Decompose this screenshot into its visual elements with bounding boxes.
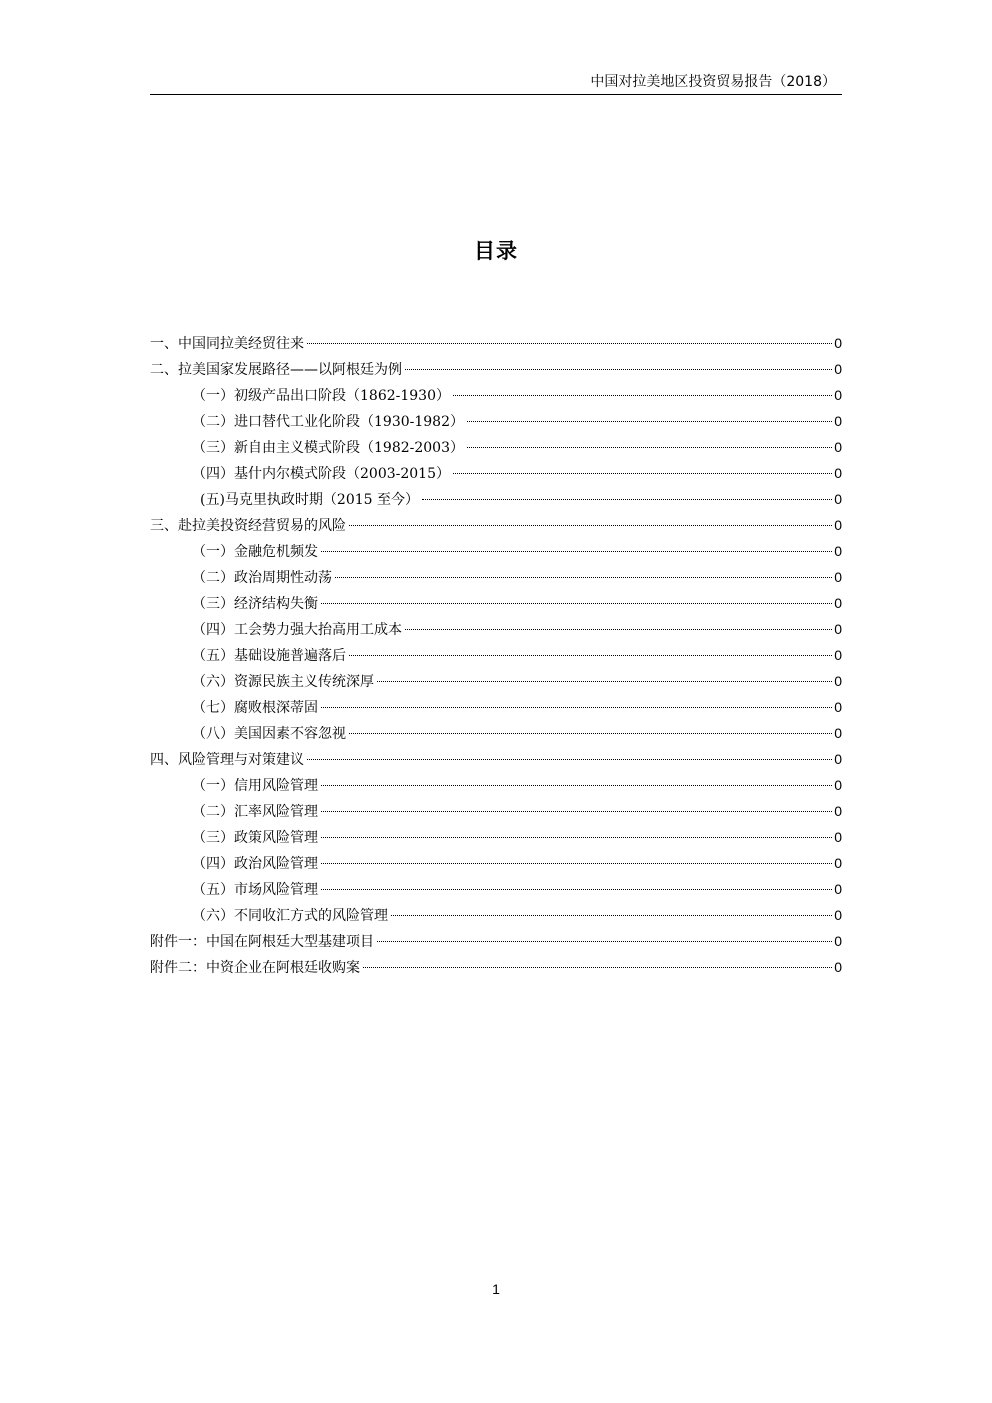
toc-entry-label[interactable]: 附件二：中资企业在阿根廷收购案 xyxy=(150,960,360,976)
toc-entry-page[interactable]: 0 xyxy=(834,751,842,767)
dot-leader xyxy=(377,941,832,942)
toc-entry[interactable] xyxy=(150,850,842,876)
toc-entry-label[interactable]: （一）金融危机频发 xyxy=(192,544,318,560)
toc-entry-label[interactable]: （二）政治周期性动荡 xyxy=(192,570,332,586)
toc-entry-label[interactable]: （六）不同收汇方式的风险管理 xyxy=(192,908,388,924)
toc-entry-page[interactable]: 0 xyxy=(834,517,842,533)
toc-entry[interactable] xyxy=(150,824,842,850)
dot-leader xyxy=(422,499,832,500)
dot-leader xyxy=(307,343,832,344)
toc-entry-page[interactable]: 0 xyxy=(834,699,842,715)
dot-leader xyxy=(321,551,832,552)
toc-entry[interactable] xyxy=(150,668,842,694)
toc-entry-page[interactable]: 0 xyxy=(834,387,842,403)
toc-entry-page[interactable]: 0 xyxy=(834,829,842,845)
toc-entry-page[interactable]: 0 xyxy=(834,855,842,871)
toc-entry-label[interactable]: （三）政策风险管理 xyxy=(192,830,318,846)
toc-entry-label[interactable]: （八）美国因素不容忽视 xyxy=(192,726,346,742)
toc-entry-page[interactable]: 0 xyxy=(834,621,842,637)
toc-entry[interactable] xyxy=(150,642,842,668)
toc-entry-page[interactable]: 0 xyxy=(834,959,842,975)
dot-leader xyxy=(453,395,832,396)
toc-entry-label[interactable]: （四）工会势力强大抬高用工成本 xyxy=(192,622,402,638)
toc-entry-page[interactable]: 0 xyxy=(834,907,842,923)
toc-list xyxy=(150,330,842,980)
toc-entry-page[interactable]: 0 xyxy=(834,803,842,819)
dot-leader xyxy=(467,421,832,422)
toc-entry-label[interactable]: （三）经济结构失衡 xyxy=(192,596,318,612)
toc-entry-page[interactable]: 0 xyxy=(834,673,842,689)
toc-entry-label[interactable]: 二、拉美国家发展路径——以阿根廷为例 xyxy=(150,362,402,378)
toc-entry-page[interactable]: 0 xyxy=(834,491,842,507)
toc-entry[interactable] xyxy=(150,408,842,434)
toc-entry[interactable] xyxy=(150,434,842,460)
toc-entry-page[interactable]: 0 xyxy=(834,595,842,611)
dot-leader xyxy=(335,577,832,578)
toc-entry-page[interactable]: 0 xyxy=(834,725,842,741)
header-title: 中国对拉美地区投资贸易报告（2018） xyxy=(590,74,836,90)
toc-entry-label[interactable]: （一）信用风险管理 xyxy=(192,778,318,794)
toc-entry-label[interactable]: （二）进口替代工业化阶段（1930-1982） xyxy=(192,414,464,430)
toc-entry-label[interactable]: （四）基什内尔模式阶段（2003-2015） xyxy=(192,466,450,482)
toc-entry-page[interactable]: 0 xyxy=(834,647,842,663)
toc-entry-label[interactable]: （一）初级产品出口阶段（1862-1930） xyxy=(192,388,450,404)
page-number: 1 xyxy=(492,1281,500,1297)
toc-entry[interactable] xyxy=(150,590,842,616)
toc-entry[interactable] xyxy=(150,928,842,954)
toc-entry-page[interactable]: 0 xyxy=(834,933,842,949)
dot-leader xyxy=(377,681,832,682)
dot-leader xyxy=(321,863,832,864)
toc-entry[interactable] xyxy=(150,330,842,356)
toc-entry-label[interactable]: （五）市场风险管理 xyxy=(192,882,318,898)
running-header xyxy=(150,66,842,95)
toc-entry-label[interactable]: 一、中国同拉美经贸往来 xyxy=(150,336,304,352)
toc-entry-page[interactable]: 0 xyxy=(834,335,842,351)
toc-entry-page[interactable]: 0 xyxy=(834,413,842,429)
toc-entry-page[interactable]: 0 xyxy=(834,465,842,481)
toc-title: 目录 xyxy=(474,239,518,263)
toc-entry-label[interactable]: （二）汇率风险管理 xyxy=(192,804,318,820)
toc-entry[interactable] xyxy=(150,460,842,486)
dot-leader xyxy=(453,473,832,474)
dot-leader xyxy=(321,811,832,812)
toc-entry[interactable] xyxy=(150,538,842,564)
toc-entry[interactable] xyxy=(150,954,842,980)
toc-entry-page[interactable]: 0 xyxy=(834,543,842,559)
toc-entry[interactable] xyxy=(150,746,842,772)
dot-leader xyxy=(321,785,832,786)
toc-entry-label[interactable]: （七）腐败根深蒂固 xyxy=(192,700,318,716)
dot-leader xyxy=(363,967,832,968)
dot-leader xyxy=(391,915,832,916)
dot-leader xyxy=(321,837,832,838)
dot-leader xyxy=(307,759,832,760)
dot-leader xyxy=(405,629,832,630)
toc-entry-label[interactable]: （四）政治风险管理 xyxy=(192,856,318,872)
toc-entry-label[interactable]: （六）资源民族主义传统深厚 xyxy=(192,674,374,690)
dot-leader xyxy=(349,525,832,526)
dot-leader xyxy=(321,889,832,890)
toc-entry[interactable] xyxy=(150,382,842,408)
toc-entry[interactable] xyxy=(150,720,842,746)
toc-entry[interactable] xyxy=(150,512,842,538)
toc-entry-label[interactable]: （五）基础设施普遍落后 xyxy=(192,648,346,664)
dot-leader xyxy=(321,707,832,708)
toc-entry[interactable] xyxy=(150,772,842,798)
dot-leader xyxy=(349,733,832,734)
dot-leader xyxy=(405,369,832,370)
dot-leader xyxy=(467,447,832,448)
toc-entry-page[interactable]: 0 xyxy=(834,569,842,585)
toc-entry[interactable] xyxy=(150,798,842,824)
toc-entry-page[interactable]: 0 xyxy=(834,777,842,793)
toc-entry-label[interactable]: 三、赴拉美投资经营贸易的风险 xyxy=(150,518,346,534)
toc-entry-label[interactable]: 四、风险管理与对策建议 xyxy=(150,752,304,768)
toc-entry[interactable] xyxy=(150,486,842,512)
toc-entry[interactable] xyxy=(150,694,842,720)
toc-entry[interactable] xyxy=(150,616,842,642)
toc-entry-page[interactable]: 0 xyxy=(834,361,842,377)
dot-leader xyxy=(349,655,832,656)
toc-entry[interactable] xyxy=(150,356,842,382)
toc-entry-page[interactable]: 0 xyxy=(834,881,842,897)
toc-entry[interactable] xyxy=(150,876,842,902)
toc-entry-label[interactable]: （三）新自由主义模式阶段（1982-2003） xyxy=(192,440,464,456)
toc-entry-page[interactable]: 0 xyxy=(834,439,842,455)
toc-entry[interactable] xyxy=(150,564,842,590)
toc-entry[interactable] xyxy=(150,902,842,928)
dot-leader xyxy=(321,603,832,604)
toc-entry-label[interactable]: 附件一：中国在阿根廷大型基建项目 xyxy=(150,934,374,950)
toc-entry-label[interactable]: (五)马克里执政时期（2015 至今） xyxy=(200,492,420,508)
